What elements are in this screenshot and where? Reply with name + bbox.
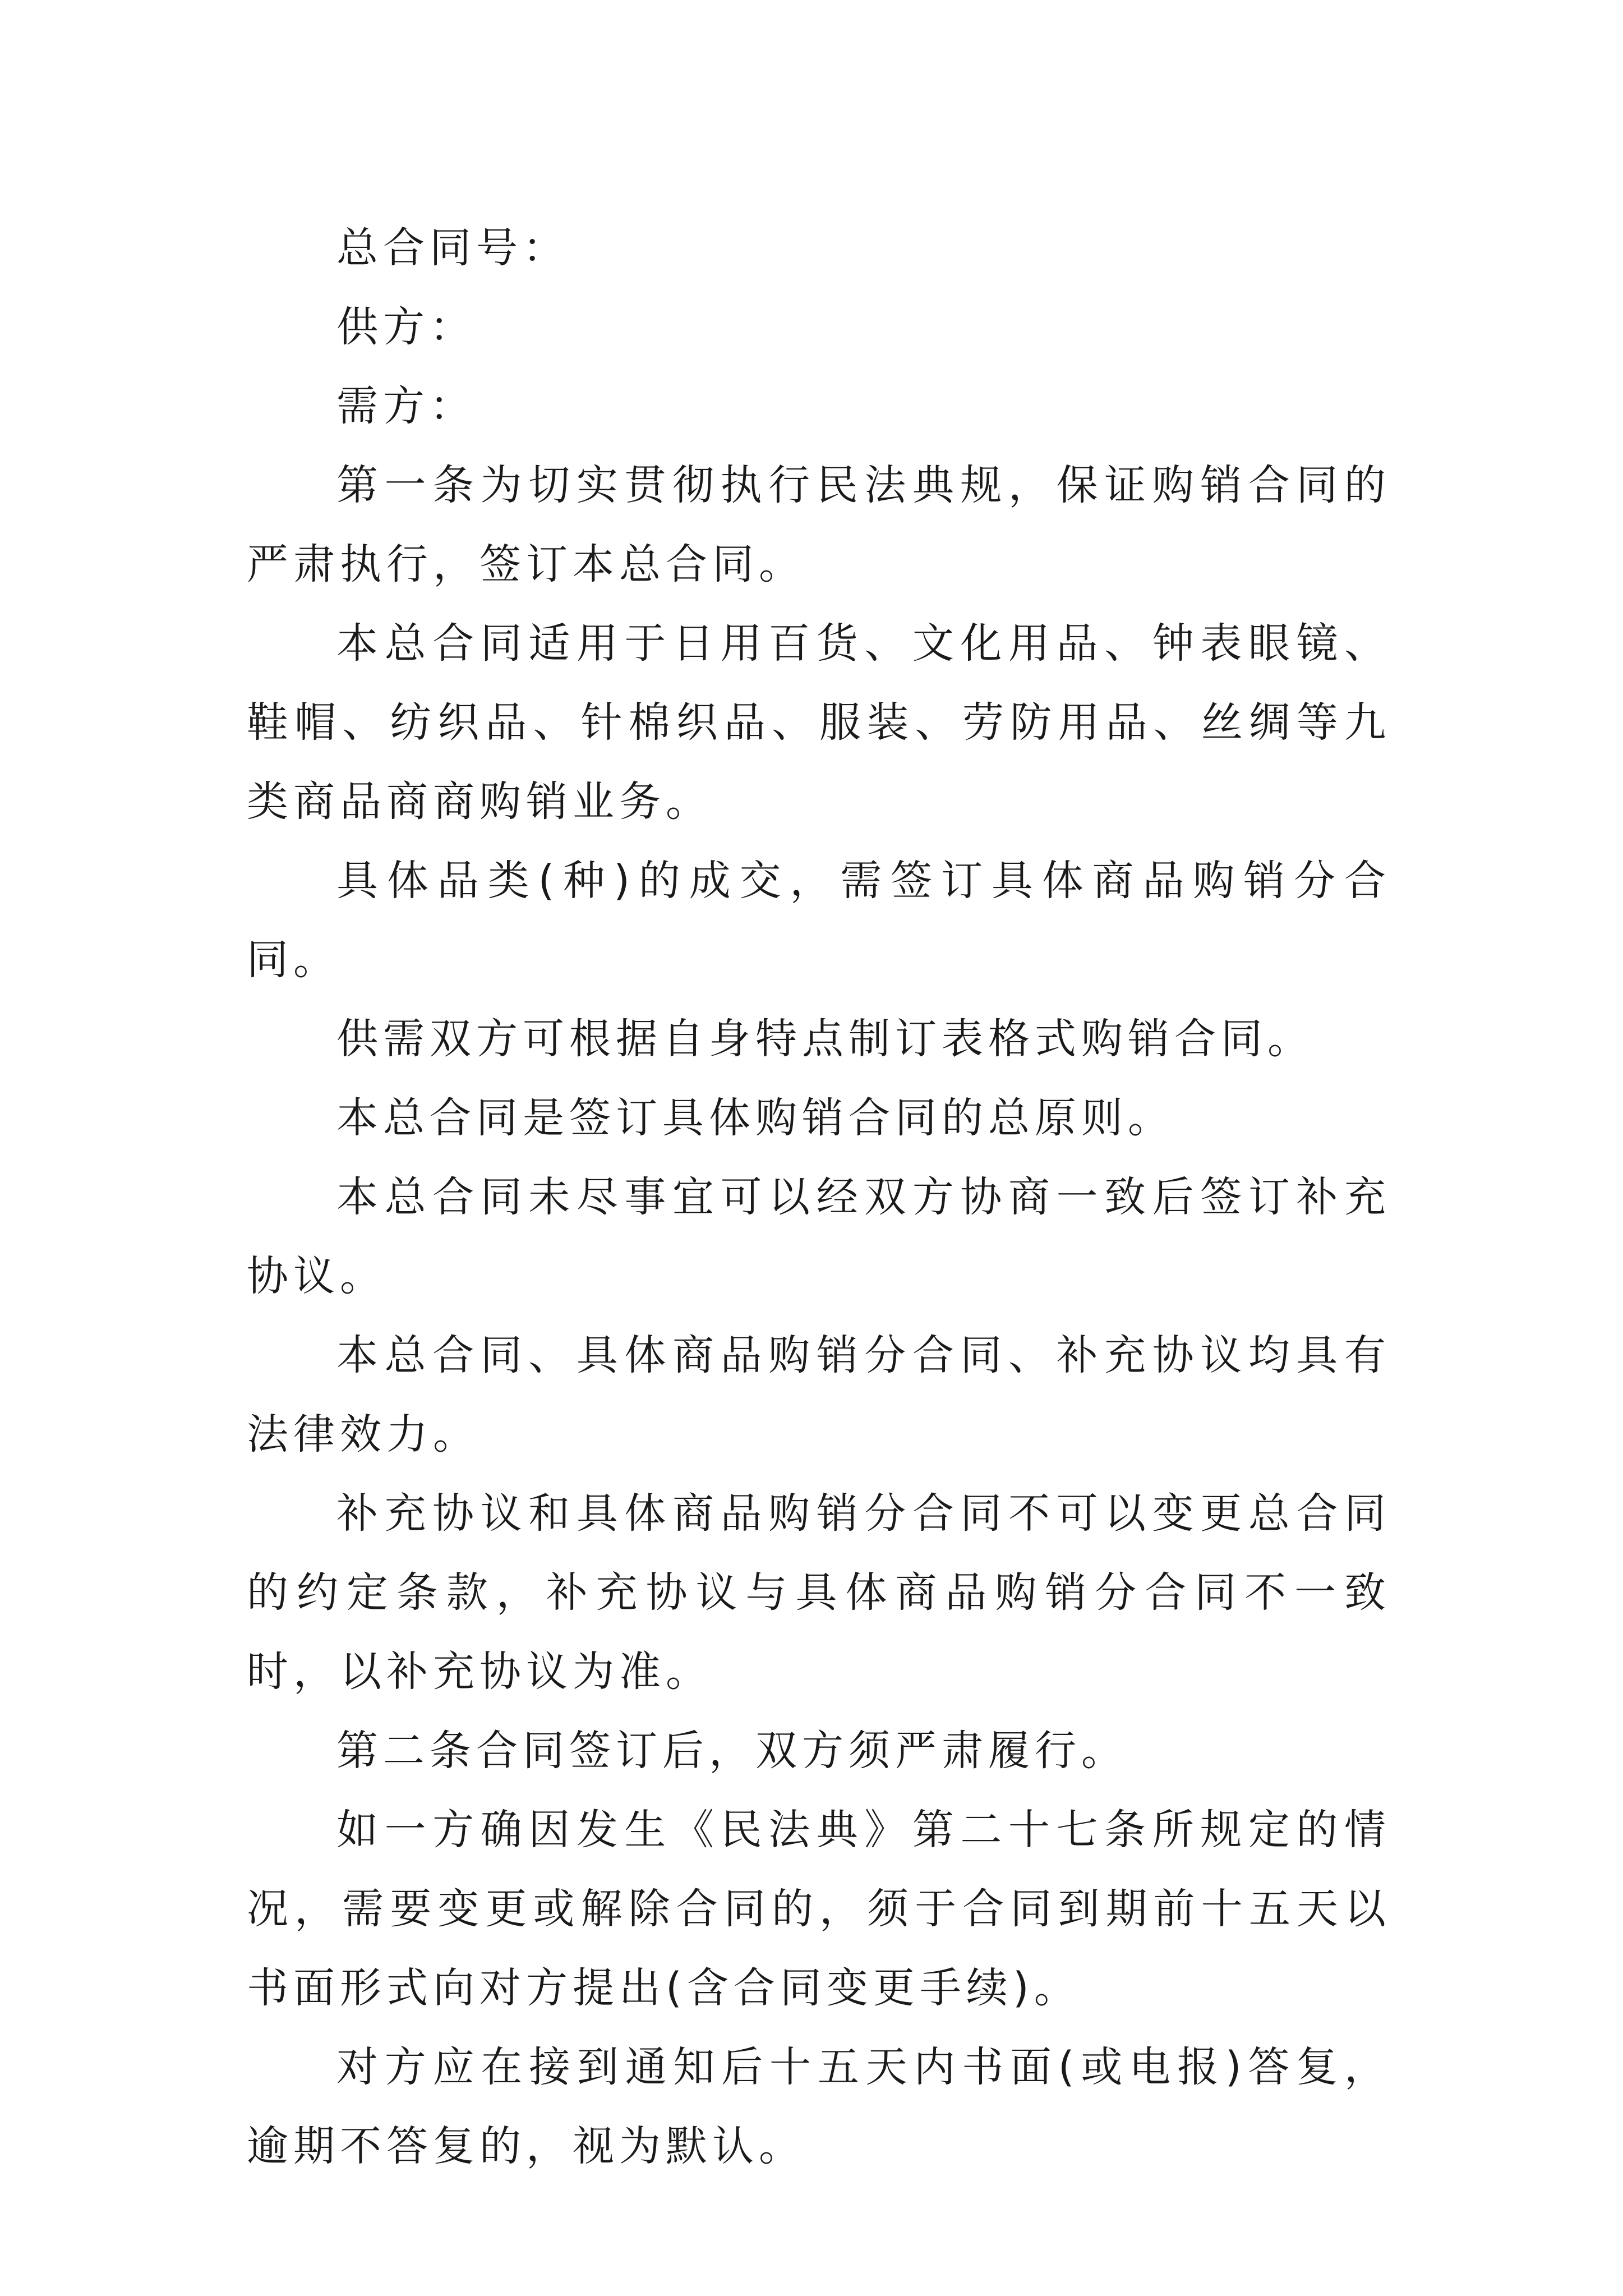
supplier-line: 供方： [336,303,476,351]
supplementary-agreement-paragraph: 本总合同未尽事宜可以经双方协商一致后签订补充协议。 [247,1173,1391,1300]
document-body [247,209,1391,2186]
contract-number-line: 总合同号： [336,224,569,272]
general-principle-paragraph: 本总合同是签订具体购销合同的总原则。 [336,1094,1174,1142]
change-termination-paragraph: 如一方确因发生《民法典》第二十七条所规定的情况，需要变更或解除合同的，须于合同到期前十五天以书面形式向对方提出(含合同变更手续)。 [247,1806,1391,2012]
scope-paragraph: 本总合同适用于日用百货、文化用品、钟表眼镜、鞋帽、纺织品、针棉织品、服装、劳防用品、丝绸等九类商品商商购销业务。 [247,619,1391,826]
buyer-line: 需方： [336,382,476,430]
precedence-paragraph: 补充协议和具体商品购销分合同不可以变更总合同的约定条款，补充协议与具体商品购销分合同不一致时，以补充协议为准。 [247,1489,1391,1696]
legal-effect-paragraph: 本总合同、具体商品购销分合同、补充协议均具有法律效力。 [247,1331,1391,1458]
table-contract-paragraph: 供需双方可根据自身特点制订表格式购销合同。 [336,1015,1314,1063]
article-one-paragraph: 第一条为切实贯彻执行民法典规，保证购销合同的严肃执行，签订本总合同。 [247,461,1391,588]
reply-deadline-paragraph: 对方应在接到通知后十五天内书面(或电报)答复，逾期不答复的，视为默认。 [247,2043,1391,2170]
sub-contract-paragraph: 具体品类(种)的成交，需签订具体商品购销分合同。 [247,857,1391,984]
article-two-paragraph: 第二条合同签订后，双方须严肃履行。 [336,1727,1128,1775]
